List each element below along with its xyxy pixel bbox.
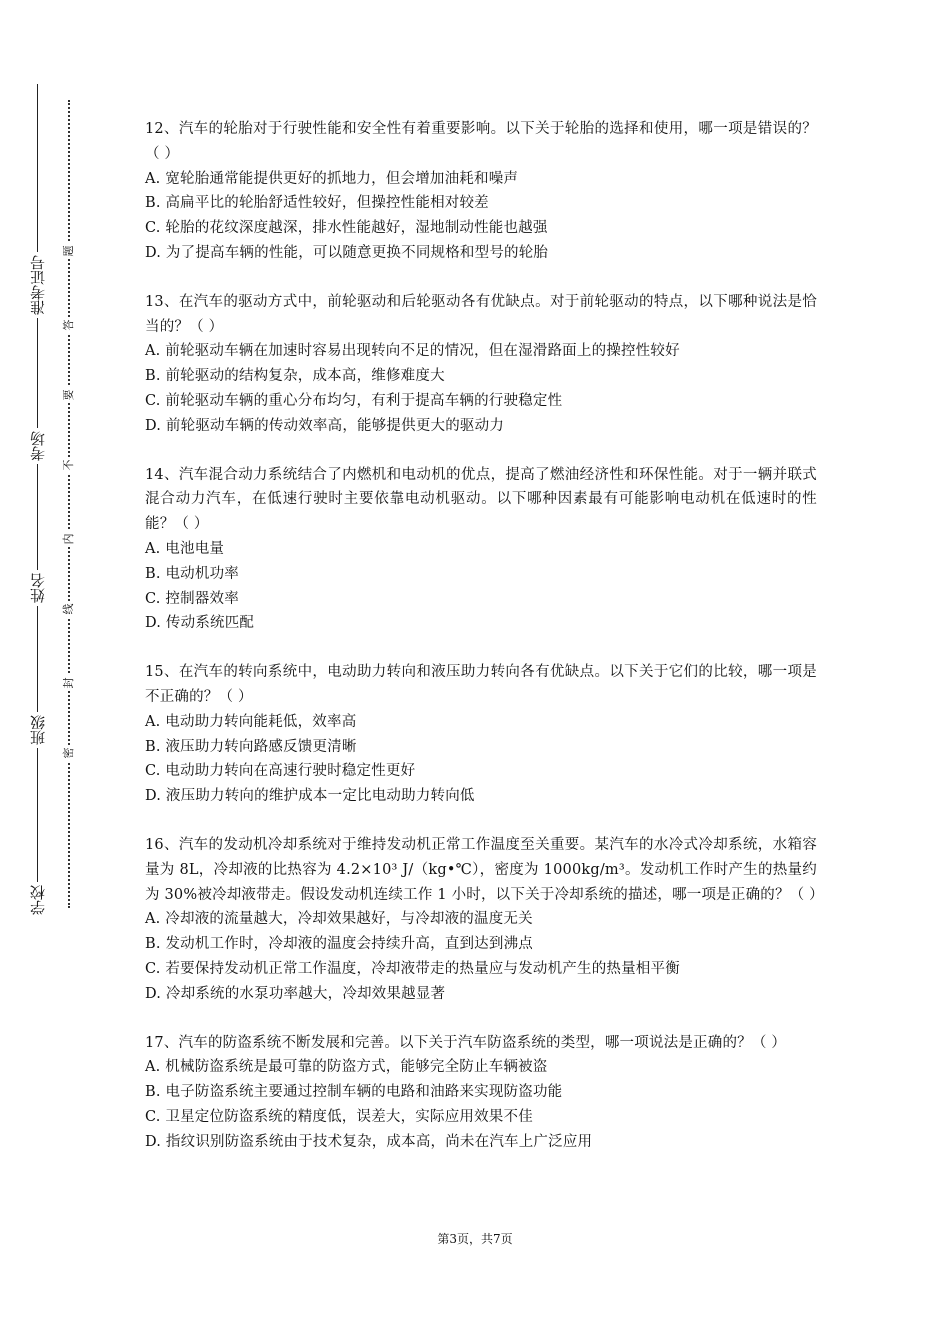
option-c: C. 控制器效率 [145,590,239,607]
question-stem: 12、汽车的轮胎对于行驶性能和安全性有着重要影响。以下关于轮胎的选择和使用，哪一项是错误的？（ ） [145,121,817,162]
option-b: B. 液压助力转向路感反馈更清晰 [145,738,357,755]
question-12 [145,117,817,266]
binding-line-dotted [68,100,70,908]
seal-char: 要 [62,387,76,403]
question-14 [145,463,817,637]
option-d: D. 传动系统匹配 [145,615,255,632]
option-b: B. 前轮驱动的结构复杂，成本高，维修难度大 [145,368,445,385]
seal-char: 题 [62,243,76,259]
option-c: C. 轮胎的花纹深度越深，排水性能越好，湿地制动性能也越强 [145,220,548,237]
option-a: A. 冷却液的流量越大，冷却效果越好，与冷却液的温度无关 [145,911,533,928]
field-exam-number: 准考证号 [24,252,52,318]
option-a: A. 电动助力转向能耗低，效率高 [145,713,357,730]
field-name: 姓名 [24,570,52,606]
question-16 [145,833,824,1007]
question-15 [145,660,817,809]
seal-char: 线 [62,601,76,617]
field-exam-room: 考场 [24,428,52,464]
page-number: 第3页，共7页 [437,1232,513,1246]
question-17 [145,1031,817,1155]
question-13 [145,290,817,439]
option-c: C. 若要保持发动机正常工作温度，冷却液带走的热量应与发动机产生的热量相平衡 [145,960,680,977]
option-d: D. 前轮驱动车辆的传动效率高，能够提供更大的驱动力 [145,417,505,434]
option-a: A. 前轮驱动车辆在加速时容易出现转向不足的情况，但在湿滑路面上的操控性较好 [145,343,680,360]
option-a: A. 电池电量 [145,540,225,557]
seal-char: 封 [62,675,76,691]
question-stem: 14、汽车混合动力系统结合了内燃机和电动机的优点，提高了燃油经济性和环保性能。对于一辆并联式混合动力汽车，在低速行驶时主要依靠电动机驱动。以下哪种因素最有可能影响电动机在低速时的性能？（ ） [145,466,817,533]
question-stem: 13、在汽车的驱动方式中，前轮驱动和后轮驱动各有优缺点。对于前轮驱动的特点，以下哪种说法是恰当的？（ ） [145,293,817,335]
option-a: A. 机械防盗系统是最可靠的防盗方式，能够完全防止车辆被盗 [145,1059,548,1076]
option-b: B. 电子防盗系统主要通过控制车辆的电路和油路来实现防盗功能 [145,1084,563,1101]
binding-margin [0,0,110,1344]
option-c: C. 卫星定位防盗系统的精度低，误差大，实际应用效果不佳 [145,1108,533,1125]
option-c: C. 电动助力转向在高速行驶时稳定性更好 [145,763,416,780]
seal-char: 不 [62,457,76,473]
option-d: D. 冷却系统的水泵功率越大，冷却效果越显著 [145,985,446,1002]
seal-char: 答 [62,317,76,333]
field-school: 学校 [24,882,52,918]
question-list [145,117,824,1178]
option-b: B. 发动机工作时，冷却液的温度会持续升高，直到达到沸点 [145,936,533,953]
option-d: D. 为了提高车辆的性能，可以随意更换不同规格和型号的轮胎 [145,244,549,261]
option-d: D. 指纹识别防盗系统由于技术复杂，成本高，尚未在汽车上广泛应用 [145,1133,593,1150]
question-stem: 16、汽车的发动机冷却系统对于维持发动机正常工作温度至关重要。某汽车的水冷式冷却系统，水箱容量为 8L，冷却液的比热容为 4.2×10³ J/（kg•℃），密度为 1000kg/m³。发动机工作时产生的热量约为 30%被冷却液带走。假设发动机连续工作 1 小时，以下关于冷却系统的描述，哪一项是正确的？（ ） [145,836,824,903]
option-a: A. 宽轮胎通常能提供更好的抓地力，但会增加油耗和噪声 [145,170,519,187]
option-d: D. 液压助力转向的维护成本一定比电动助力转向低 [145,788,475,805]
question-stem: 17、汽车的防盗系统不断发展和完善。以下关于汽车防盗系统的类型，哪一项说法是正确的？（ ） [145,1034,787,1051]
option-c: C. 前轮驱动车辆的重心分布均匀，有利于提高车辆的行驶稳定性 [145,392,563,409]
seal-char: 内 [62,531,76,547]
field-class: 班级 [24,712,52,748]
option-b: B. 电动机功率 [145,565,239,582]
seal-char: 密 [62,745,76,761]
option-b: B. 高扁平比的轮胎舒适性较好，但操控性能相对较差 [145,195,489,212]
binding-line-solid [37,84,38,912]
question-stem: 15、在汽车的转向系统中，电动助力转向和液压助力转向各有优缺点。以下关于它们的比较，哪一项是不正确的？（ ） [145,664,817,705]
